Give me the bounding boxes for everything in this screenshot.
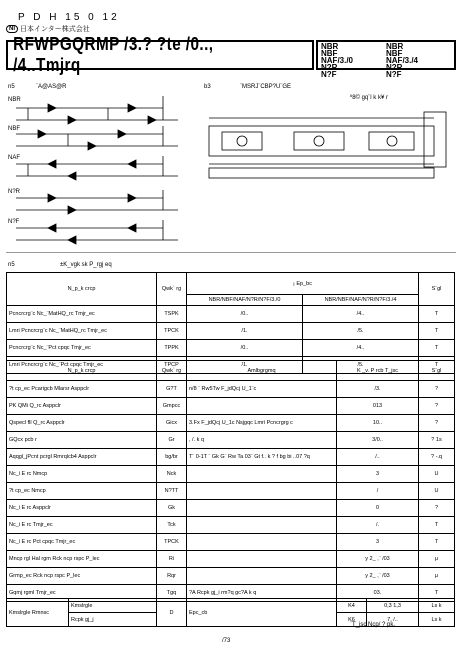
char-value: 0 [337, 500, 419, 517]
char-condition [187, 517, 337, 534]
ratings-item: Pcncrcrg¨c Nc_¨Pct cpqc Tmjr_ec [7, 340, 157, 357]
table-row [7, 398, 455, 415]
circuit-label-n-r: N?R [8, 189, 21, 195]
ratings-value-a: /1. [187, 323, 303, 340]
model-label: NBF [321, 49, 338, 58]
ratings-unit: T [419, 323, 455, 340]
char-condition [187, 534, 337, 551]
model-label: NBF [386, 49, 403, 58]
char-condition: , /. k q [187, 432, 337, 449]
model-label: NAF/3./0 [321, 56, 354, 65]
ratings-col-unit: S¨gl [419, 273, 455, 306]
mount-value: 0,3 1,3 [367, 599, 419, 613]
char-symbol: bg/br [157, 449, 187, 466]
part-title: RFWPGQRMP /3.? ?te /0.., /4..Tmjrq [13, 34, 214, 75]
page-number: /73 [222, 638, 231, 644]
table-row [7, 415, 455, 432]
mount-unit: Ls k [419, 613, 455, 627]
separator [6, 252, 456, 253]
model-label: N?F [386, 70, 402, 79]
char-unit: T [419, 517, 455, 534]
char-col-conditions: Amlbgrgmq [187, 361, 337, 381]
ratings-value-b: /4.. [303, 340, 419, 357]
char-unit: T [419, 534, 455, 551]
char-unit: ? [419, 415, 455, 432]
char-value: 013 [337, 398, 419, 415]
char-value: 03. [337, 585, 419, 602]
char-value: 3/0.. [337, 432, 419, 449]
ratings-item: Lmri Pcncrcrg¨c Nc_¨MatHQ_rc Tmjr_ec [7, 323, 157, 340]
char-unit: ? -.q [419, 449, 455, 466]
ratings-item: Pcncrcrg¨c Nc_¨MatHQ_rc Tmjr_ec [7, 306, 157, 323]
model-label: NBR [386, 42, 404, 51]
char-unit: U [419, 466, 455, 483]
model-label: N?R [321, 63, 338, 72]
char-item: Aqqgl_jPcnt pcrgl Rmrqlcb4 Asppclr [7, 449, 157, 466]
ratings-value-a: /1. [187, 357, 303, 374]
circuit-label-nbf: NBF [8, 126, 20, 132]
char-item: Grmp_ec Rck ncp rspc P_lec [7, 568, 157, 585]
char-unit: ? [419, 381, 455, 398]
mount-unit: Ls k [419, 599, 455, 613]
mount-value: 7, /.. [367, 613, 419, 627]
ratings-symbol: TPCK [157, 323, 187, 340]
char-symbol: Ri [157, 551, 187, 568]
char-value: 10.. [337, 415, 419, 432]
model-label: NBR [321, 42, 339, 51]
circuit-naf [16, 156, 178, 180]
char-condition: n/8 ¨ Rw5Tw F_jdQcj U_1¨c [187, 381, 337, 398]
char-value: /.. [337, 449, 419, 466]
table-row [7, 534, 455, 551]
table-row [7, 381, 455, 398]
char-value: y 2_ ,¨ /03 [337, 568, 419, 585]
ratings-col-symbol: Qwk` rg [157, 273, 187, 306]
table-row [7, 551, 455, 568]
char-condition [187, 568, 337, 585]
mount-condition: Epc_cb [187, 599, 337, 627]
logo-mark: NI [6, 25, 18, 33]
model-label: N?R [386, 63, 403, 72]
char-unit: μ [419, 551, 455, 568]
char-condition [187, 500, 337, 517]
circuit-diagrams [8, 92, 193, 252]
company-logo [6, 24, 90, 34]
char-symbol: Tck [157, 517, 187, 534]
ratings-unit: T [419, 306, 455, 323]
table-row [7, 483, 455, 500]
part-title-box [6, 34, 314, 75]
section3-title: ±K_vgk sk P_rgj eq [60, 262, 112, 268]
char-symbol: TPCK [157, 534, 187, 551]
ratings-value-b: /5. [303, 357, 419, 374]
section1-number: n5 [8, 84, 15, 90]
table-row [7, 340, 455, 357]
ratings-col-item: N_p_k crcp [7, 273, 157, 306]
model-list-box [316, 40, 456, 79]
characteristics-table [6, 360, 455, 602]
footer-note: ¨T_jsc Ncp/ ? pk, [350, 622, 396, 628]
circuit-nbf [16, 126, 178, 150]
char-item: ?t cp_ec Pcarigcb Mlarsr Asppclr [7, 381, 157, 398]
document-number: P D H 15 0 12 [18, 12, 120, 23]
char-item: PK QMi Q_rc Asppclr [7, 398, 157, 415]
ratings-col-b: NBR/NBF/NAF/N?R/N?F/3./4 [303, 295, 419, 306]
table-row [7, 599, 455, 613]
circuit-nbr [16, 96, 178, 124]
ratings-value-a: /0.. [187, 340, 303, 357]
char-col-value: K _v. P rcb T_jsc [337, 361, 419, 381]
char-condition: T¨ 0-1T ¨ Gk G¨ Rw Ta 03¨ Gt f.. k ? f bg bi ..07 ?q [187, 449, 337, 466]
char-symbol: Gk [157, 500, 187, 517]
char-symbol: Gmpcc [157, 398, 187, 415]
model-label: NAF/3./4 [386, 56, 419, 65]
char-condition [187, 483, 337, 500]
table-row [7, 323, 455, 340]
table-row [7, 568, 455, 585]
char-item: Nc_i E rc Pct cpqc Tmjr_ec [7, 534, 157, 551]
ratings-item: Lmri Pcncrcrg¨c Nc_¨Pct cpqc Tmjr_ec [7, 357, 157, 374]
char-condition [187, 551, 337, 568]
model-label: N?F [321, 70, 337, 79]
circuit-label-nbr: NBR [8, 97, 21, 103]
char-unit: ? 1s [419, 432, 455, 449]
char-unit: T [419, 585, 455, 602]
ratings-col-a: NBR/NBF/NAF/N?R/N?F/3./0 [187, 295, 303, 306]
mount-item: Kmslrgle Rmnsc [7, 599, 69, 627]
ratings-table [6, 272, 455, 374]
mount-sub-label: Rcpk gj_j [69, 613, 157, 627]
char-item: Nc_i E rc Tmjr_ec [7, 517, 157, 534]
char-item: ?t cp_ec Nmcp [7, 483, 157, 500]
char-unit: μ [419, 568, 455, 585]
char-col-item: N_p_k crcp [7, 361, 157, 381]
logo-text: 日本インター株式会社 [20, 26, 90, 33]
ratings-unit: T [419, 357, 455, 374]
char-condition: 3.Fx F_jdQcj U_1c Nsjgqc Lmri Pcncrgrg c [187, 415, 337, 432]
char-item: Nc_i E rc Nmcp [7, 466, 157, 483]
section1-title: ¨A@AS@R [36, 84, 67, 90]
char-symbol: N?TT [157, 483, 187, 500]
mount-symbol: D [157, 599, 187, 627]
ratings-col-span: ¡ Ep_bc [187, 273, 419, 295]
char-item: GQcx pcb r [7, 432, 157, 449]
section2-number: b3 [204, 84, 211, 90]
circuit-n-r [16, 190, 178, 214]
table-row [7, 449, 455, 466]
circuit-label-n-f: N?F [8, 219, 20, 225]
char-unit: ? [419, 500, 455, 517]
table-row [7, 500, 455, 517]
ratings-symbol: TPPK [157, 340, 187, 357]
char-symbol: Gicx [157, 415, 187, 432]
char-value: / [337, 483, 419, 500]
ratings-symbol: TSPK [157, 306, 187, 323]
ratings-unit: T [419, 340, 455, 357]
circuit-n-f [16, 220, 178, 244]
char-symbol: G?T [157, 381, 187, 398]
mount-sub-label: Kmslrgle [69, 599, 157, 613]
char-condition [187, 466, 337, 483]
char-value: 3 [337, 466, 419, 483]
char-unit: ? [419, 398, 455, 415]
ratings-value-b: /5. [303, 323, 419, 340]
ratings-value-b: /4.. [303, 306, 419, 323]
table-row [7, 306, 455, 323]
circuit-label-naf: NAF [8, 155, 20, 161]
table-row [7, 466, 455, 483]
char-unit: U [419, 483, 455, 500]
char-value: 3 [337, 534, 419, 551]
table-row [7, 432, 455, 449]
ratings-symbol: TPCP [157, 357, 187, 374]
char-item: Mncp rgl Hal rgm Rck ncp rspc P_lec [7, 551, 157, 568]
dimension-note: º8© gq¨l k k¥ r [350, 95, 388, 101]
char-col-symbol: Qwk` rg [157, 361, 187, 381]
table-row [7, 517, 455, 534]
char-symbol: Tgq [157, 585, 187, 602]
char-item: Nc_i E rc Asppclr [7, 500, 157, 517]
section3-number: n5 [8, 262, 15, 268]
char-col-unit: S¨gl [419, 361, 455, 381]
char-condition: ?A Rcpk gj_i rm?q gc?A k q [187, 585, 337, 602]
ratings-value-a: /0.. [187, 306, 303, 323]
char-item: Gqmj rgml Tmjr_ec [7, 585, 157, 602]
outline-drawing [204, 104, 456, 184]
mount-size: K4 [337, 599, 367, 613]
char-value: /3. [337, 381, 419, 398]
char-symbol: Nck [157, 466, 187, 483]
char-condition [187, 398, 337, 415]
section2-title: ¨MSRJ¨CBP?U¨GE [240, 84, 292, 90]
char-value: /. [337, 517, 419, 534]
mount-size: K6 [337, 613, 367, 627]
char-item: Qspecl fll Q_rc Asppclr [7, 415, 157, 432]
char-value: y 2_ ,¨ /03 [337, 551, 419, 568]
char-symbol: Rqr [157, 568, 187, 585]
char-symbol: Gr [157, 432, 187, 449]
